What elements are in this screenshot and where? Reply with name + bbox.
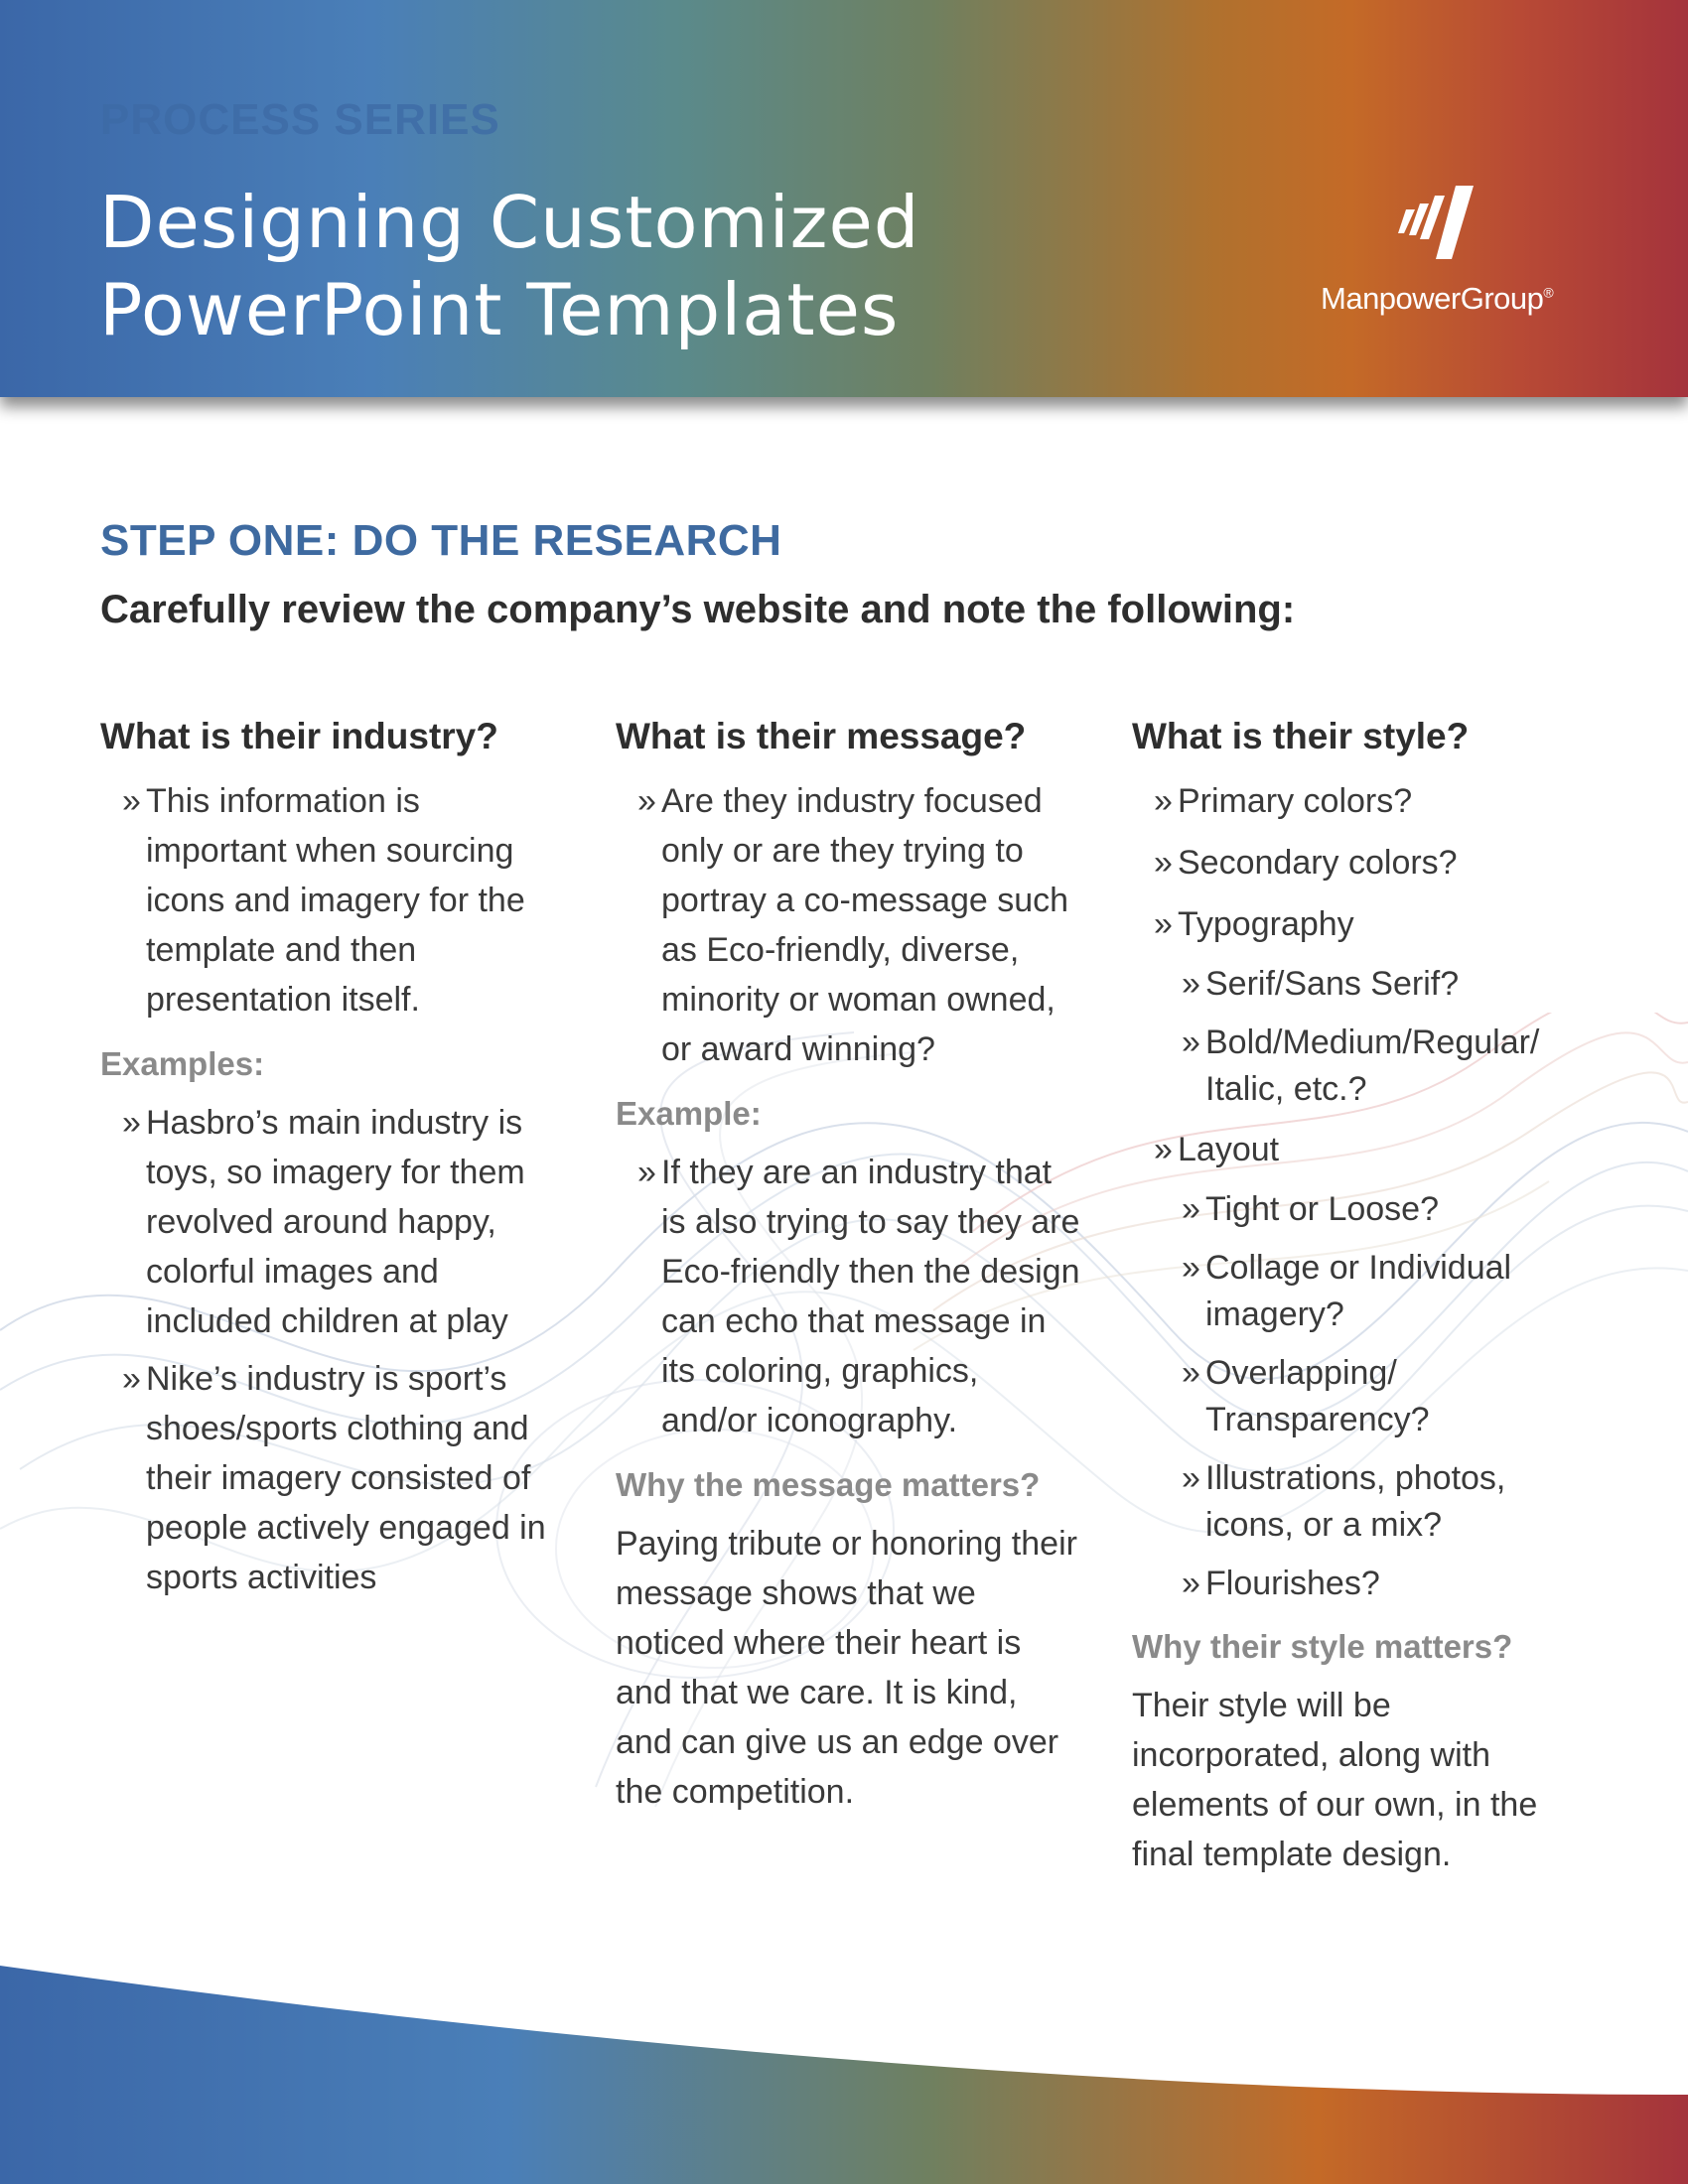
title-line-1: Designing Customized bbox=[99, 181, 920, 264]
title-line-2: PowerPoint Templates bbox=[99, 268, 900, 351]
examples-label: Examples: bbox=[100, 1045, 265, 1082]
series-label: PROCESS SERIES bbox=[100, 95, 500, 144]
list-item: » Bold/Medium/Regular/ Italic, etc.? bbox=[1132, 1020, 1579, 1113]
list-item: » Layout bbox=[1132, 1125, 1579, 1174]
list-item: » Flourishes? bbox=[1132, 1561, 1579, 1607]
industry-examples bbox=[100, 1098, 567, 1602]
list-item: » This information is important when sourcing icons and imagery for the template and then presentation itself. bbox=[100, 776, 567, 1024]
column-industry bbox=[100, 713, 567, 1610]
list-item: » Primary colors? bbox=[1132, 776, 1579, 826]
industry-heading: What is their industry? bbox=[100, 716, 498, 756]
example-label: Example: bbox=[616, 1095, 762, 1132]
logo-wordmark: ManpowerGroup® bbox=[1321, 281, 1554, 316]
list-item: » Serif/Sans Serif? bbox=[1132, 961, 1579, 1008]
style-heading: What is their style? bbox=[1132, 716, 1470, 756]
column-message bbox=[616, 713, 1082, 1817]
why-message-text: Paying tribute or honoring their message shows that we noticed where their heart is and that we care. It is kind, and can give us an edge over the competition. bbox=[616, 1525, 1077, 1811]
why-style-label: Why their style matters? bbox=[1132, 1628, 1513, 1665]
list-item: » Secondary colors? bbox=[1132, 838, 1579, 887]
step-intro: Carefully review the company’s website and note the following: bbox=[100, 588, 1296, 631]
list-item: » Illustrations, photos, icons, or a mix? bbox=[1132, 1455, 1579, 1549]
list-item: » Hasbro’s main industry is toys, so imagery for them revolved around happy, colorful images and included children at play bbox=[100, 1098, 567, 1346]
list-item: » Nike’s industry is sport’s shoes/sports clothing and their imagery consisted of people actively engaged in sports activities bbox=[100, 1354, 567, 1602]
message-bullets bbox=[616, 776, 1082, 1074]
message-heading: What is their message? bbox=[616, 716, 1027, 756]
list-item: » Overlapping/ Transparency? bbox=[1132, 1350, 1579, 1443]
style-bullets bbox=[1132, 776, 1579, 1607]
list-item: » Collage or Individual imagery? bbox=[1132, 1245, 1579, 1338]
list-item: » Tight or Loose? bbox=[1132, 1186, 1579, 1233]
column-style bbox=[1132, 713, 1579, 1879]
industry-bullets bbox=[100, 776, 567, 1024]
list-item: » If they are an industry that is also trying to say they are Eco-friendly then the design can echo that message in its coloring, graphics, and/or iconography. bbox=[616, 1148, 1082, 1445]
list-item: » Are they industry focused only or are they trying to portray a co-message such as Eco-friendly, diverse, minority or woman owned, or award winning? bbox=[616, 776, 1082, 1074]
list-item: » Typography bbox=[1132, 899, 1579, 949]
why-style-text: Their style will be incorporated, along with elements of our own, in the final template design. bbox=[1132, 1687, 1538, 1873]
message-examples bbox=[616, 1148, 1082, 1445]
step-title: STEP ONE: DO THE RESEARCH bbox=[100, 516, 782, 565]
why-message-label: Why the message matters? bbox=[616, 1466, 1041, 1503]
